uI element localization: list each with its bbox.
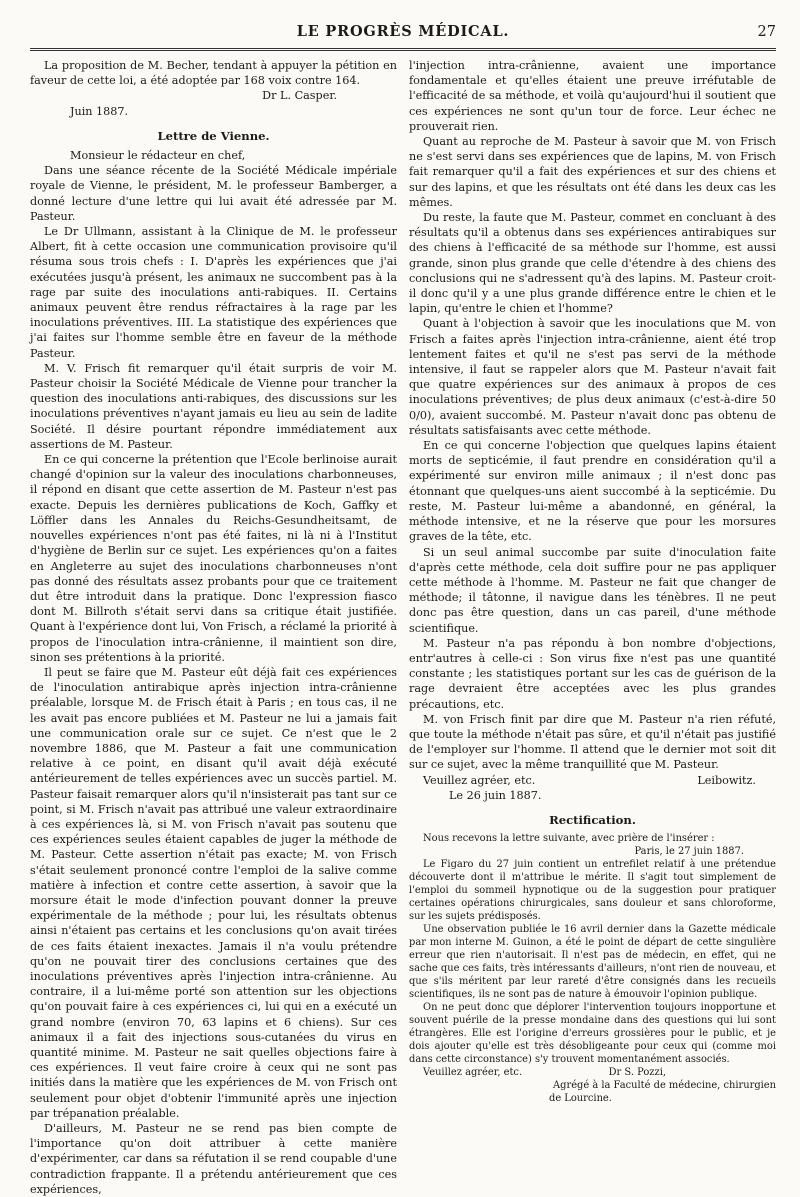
- salutation: Monsieur le rédacteur en chef,: [70, 149, 246, 163]
- paragraph: Quant à l'objection à savoir que les inoculations que M. von Frisch a faites après l'injection intra-crânienne, aient été trop lentement faites et qu'il ne s'est pas servi de la méthode intensive, il faut se rappeler alors que M. Pasteur n'avait fait que quatre expériences sur des animaux à propos de ces inoculations préventives; de plus deux animaux (c'est-à-dire 50 0/0), avaient succombé. M. Pasteur n'avait donc pas obtenu de résultats satisfaisants avec cette méthode.: [409, 317, 776, 437]
- section-heading-vienne: Lettre de Vienne.: [157, 128, 270, 143]
- text-columns: [30, 58, 776, 1196]
- paragraph: En ce qui concerne la prétention que l'Ecole berlinoise aurait changé d'opinion sur la valeur des inoculations charbonneuses, il répond en disant que cette assertion de M. Pasteur n'est pas exacte. Depuis les dernières publications de Koch, Gaffky et Löffler dans les Annales du Reichs-Gesundheitsamt, de nouvelles expériences n'ont pas été faites, ni là ni à l'Institut d'hygiène de Berlin sur ce sujet. Les expériences qu'on a faites en Angleterre au sujet des inoculations charbonneuses n'ont pas donné des résultats assez probants pour que ce traitement dut être introduit dans la pratique. Donc l'expression fiasco dont M. Billroth s'était servi dans sa critique était justifiée. Quant à l'expérience dont lui, Von Frisch, a réclamé la priorité à propos de l'inoculation intra-crânienne, il maintient son dire, sinon ses prétentions à la priorité.: [30, 453, 397, 664]
- rectification-signature: Dr S. Pozzi,: [608, 1067, 666, 1079]
- small-paragraph: Le Figaro du 27 juin contient un entrefilet relatif à une prétendue découverte dont il m'attribue le mérite. Il s'agit tout simplement de l'emploi du sommeil hypnotique ou de la suggestion pour pratiquer certaines opérations chirurgicales, sans douleur et sans chloroforme, sur les sujets prédisposés.: [409, 859, 776, 923]
- rectification-closing: Veuillez agréer, etc.: [423, 1067, 523, 1079]
- newspaper-page: [30, 18, 776, 1196]
- letter-date: Juin 1887.: [70, 104, 129, 118]
- left-column: [30, 58, 397, 1196]
- paragraph: M. V. Frisch fit remarquer qu'il était surpris de voir M. Pasteur choisir la Société Médicale de Vienne pour trancher la question des inoculations anti-rabiques, des discussions sur les inoculations préventives n'ayant jamais eu lieu au sein de ladite Société. Il désire pourtant répondre immédiatement aux assertions de M. Pasteur.: [30, 361, 397, 451]
- closing-date: Le 26 juin 1887.: [449, 788, 542, 802]
- paragraph: Du reste, la faute que M. Pasteur, commet en concluant à des résultats qu'il a obtenus dans ses expériences antirabiques sur des chiens à l'efficacité de sa méthode sur l'homme, est aussi grande, sinon plus grande que celle d'étendre à des chiens des conclusions qui ne s'adressent qu'à des lapins. M. Pasteur croit-il donc qu'il y a une plus grande différence entre le chien et le lapin, qu'entre le chien et l'homme?: [409, 211, 776, 316]
- right-column: [409, 58, 776, 1105]
- paragraph: Dans une séance récente de la Société Médicale impériale royale de Vienne, le président, M. le professeur Bamberger, a donné lecture d'une lettre qui lui avait été adressée par M. Pasteur.: [30, 164, 397, 223]
- rectification-closing-row: [409, 1066, 776, 1079]
- signature-title-2: de Lourcine.: [549, 1093, 612, 1105]
- paragraph: l'injection intra-crânienne, avaient une importance fondamentale et qu'elles étaient une preuve irréfutable de l'efficacité de sa méthode, et voilà qu'aujourd'hui il soutient que ces expériences ne sont qu'un tour de force. Leur échec ne prouverait rien.: [409, 59, 776, 133]
- closing-row: [409, 773, 776, 788]
- page-number: 27: [757, 24, 776, 40]
- rectification-block: [409, 832, 776, 1105]
- paragraph: M. Pasteur n'a pas répondu à bon nombre d'objections, entr'autres à celle-ci : Son virus fixe n'est pas une quantité constante ; les statistiques portant sur les cas de guérison de la rage devraient être acceptées avec les plus grandes précautions, etc.: [409, 636, 776, 711]
- paragraph: M. von Frisch finit par dire que M. Pasteur n'a rien réfuté, que toute la méthode n'était pas sûre, et qu'il n'était pas justifié de l'employer sur l'homme. Il attend que le dernier mot soit dit sur ce sujet, avec la même tranquillité que M. Pasteur.: [409, 712, 776, 772]
- section-heading-rectification: Rectification.: [549, 812, 636, 827]
- author-signature: Dr L. Casper.: [262, 89, 337, 103]
- page-header: [30, 18, 776, 51]
- journal-title: LE PROGRÈS MÉDICAL.: [296, 23, 510, 40]
- paragraph: Si un seul animal succombe par suite d'inoculation faite d'après cette méthode, cela doit suffire pour ne pas appliquer cette méthode à l'homme. M. Pasteur ne fait que changer de méthode; il tâtonne, il navigue dans les ténèbres. Il ne peut donc pas être question, dans un cas pareil, d'une méthode scientifique.: [409, 545, 776, 635]
- intro-paragraph: La proposition de M. Becher, tendant à appuyer la pétition en faveur de cette loi, a été adoptée par 168 voix contre 164.: [30, 59, 397, 88]
- paragraph: En ce qui concerne l'objection que quelques lapins étaient morts de septicémie, il faut prendre en considération qu'il a expérimenté sur environ mille animaux ; il n'est donc pas étonnant que quelques-uns aient succombé à la septicémie. Du reste, M. Pasteur lui-même a abandonné, en général, la méthode intensive, et ne la réserve que pour les morsures graves de la tête, etc.: [409, 439, 776, 544]
- closing-signature: Leibowitz.: [697, 773, 756, 787]
- closing-formula: Veuillez agréer, etc.: [423, 773, 536, 787]
- signature-title: Agrégé à la Faculté de médecine, chirurgien: [553, 1080, 776, 1092]
- paragraph: Le Dr Ullmann, assistant à la Clinique de M. le professeur Albert, fit à cette occasion une communication provisoire qu'il résuma sous trois chefs : I. D'après les expériences que j'ai exécutées jusqu'à présent, les animaux ne succombent pas à la rage par suite des inoculations anti-rabiques. II. Certains animaux peuvent être rendus réfractaires à la rage par les inoculations préventives. III. La statistique des expériences que j'ai faites sur l'homme semble être en faveur de la méthode Pasteur.: [30, 225, 397, 360]
- small-paragraph: On ne peut donc que déplorer l'intervention toujours inopportune et souvent puérile de la presse mondaine dans des questions qui lui sont étrangères. Elle est l'origine d'erreurs grossières pour le public, et je dois ajouter qu'elle est très désobligeante pour ceux qui (comme moi dans cette circonstance) s'y trouvent momentanément associés.: [409, 1002, 776, 1066]
- paragraph: D'ailleurs, M. Pasteur ne se rend pas bien compte de l'importance qu'on doit attribuer à cette manière d'expérimenter, car dans sa réfutation il se rend coupable d'une contradiction frappante. Il a prétendu antérieurement que ces expériences,: [30, 1122, 397, 1196]
- rectification-intro: Nous recevons la lettre suivante, avec prière de l'insérer :: [423, 833, 715, 845]
- paragraph: Il peut se faire que M. Pasteur eût déjà fait ces expériences de l'inoculation antirabique après injection intra-crânienne préalable, lorsque M. de Frisch était à Paris ; en tous cas, il ne les avait pas encore publiées et M. Pasteur ne lui a jamais fait une communication orale sur ce sujet. Ce n'est que le 2 novembre 1886, que M. Pasteur a fait une communication relative à ce point, en disant qu'il avait déjà exécuté antérieurement de telles expériences avec un succès partiel. M. Pasteur faisait remarquer alors qu'il n'insisterait pas tant sur ce point, si M. Frisch n'avait pas attribué une valeur extraordinaire à ces expériences là, si M. von Frisch n'avait pas soutenu que ces expériences seules étaient capables de juger la méthode de M. Pasteur. Cette assertion n'était pas exacte; M. von Frisch s'était seulement prononcé contre l'emploi de la salive comme matière à infection et contre cette assertion, à savoir que la morsure était le mode d'infection pouvant donner la preuve expérimentale de la méthode ; pour lui, les résultats obtenus ainsi n'étaient pas certains et les conclusions qu'on avait tirées de ces faits étaient inexactes. Jamais il n'a voulu prétendre qu'on ne pouvait tirer des conclusions certaines que des inoculations préventives après l'injection intra-crânienne. Au contraire, il a lui-même porté son attention sur les objections qu'on pouvait faire à ces expériences ci, lui qui en a exécuté un grand nombre (environ 70, 63 lapins et 6 chiens). Sur ces animaux il a fait des injections sous-cutanées du virus en quantité minime. M. Pasteur ne sait quelles objections faire à ces expériences. Il veut faire croire à ceux qui ne sont pas initiés dans la matière que les expériences de M. von Frisch ont seulement pour objet d'obtenir l'immunité après une injection par trépanation préalable.: [30, 665, 397, 1120]
- small-paragraph: Une observation publiée le 16 avril dernier dans la Gazette médicale par mon interne M. Guinon, a été le point de départ de cette singulière erreur que rien n'autorisait. Il n'est pas de médecin, en effet, qui ne sache que ces faits, très intéressants d'ailleurs, n'ont rien de nouveau, et que s'ils méritent par leur rareté d'être consignés dans les recueils scientifiques, ils ne sont pas de nature à émouvoir l'opinion publique.: [409, 924, 776, 1001]
- paragraph: Quant au reproche de M. Pasteur à savoir que M. von Frisch ne s'est servi dans ses expériences que de lapins, M. von Frisch fait remarquer qu'il a fait des expériences et sur des chiens et sur des lapins, et que les résultats ont été dans les deux cas les mêmes.: [409, 135, 776, 209]
- rectification-date: Paris, le 27 juin 1887.: [634, 846, 744, 858]
